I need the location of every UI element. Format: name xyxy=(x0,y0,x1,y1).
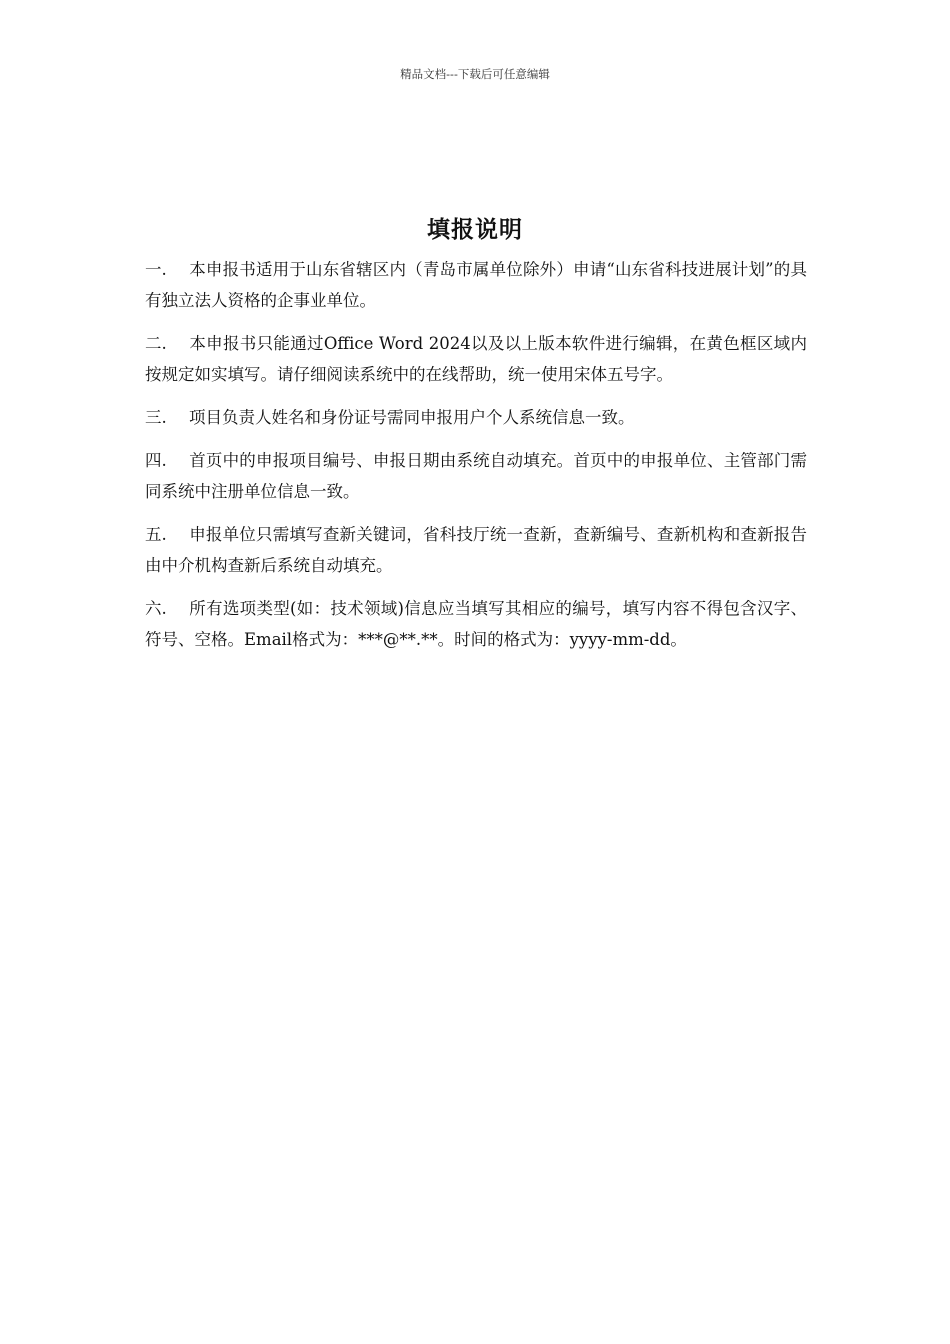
instruction-text: 申报单位只需填写查新关键词，省科技厅统一查新，查新编号、查新机构和查新报告由中介机构查新后系统自动填充。 xyxy=(145,525,807,575)
instruction-number: 四. xyxy=(145,451,167,470)
instruction-item-1 xyxy=(145,254,807,316)
instruction-item-6 xyxy=(145,593,807,655)
instruction-item-5 xyxy=(145,519,807,581)
instruction-number: 三. xyxy=(145,408,167,427)
instruction-number: 二. xyxy=(145,334,167,353)
instruction-number: 一. xyxy=(145,260,167,279)
instruction-item-4 xyxy=(145,445,807,507)
instruction-item-3 xyxy=(145,402,807,433)
instruction-number: 六. xyxy=(145,599,167,618)
document-title: 填报说明 xyxy=(427,217,523,243)
instruction-text: 本申报书适用于山东省辖区内（青岛市属单位除外）申请“山东省科技进展计划”的具有独立法人资格的企事业单位。 xyxy=(145,260,807,310)
instruction-text: 所有选项类型(如：技术领域)信息应当填写其相应的编号，填写内容不得包含汉字、符号、空格。Email格式为：***@**.**。时间的格式为：yyyy-mm-dd。 xyxy=(145,599,807,649)
instruction-text: 项目负责人姓名和身份证号需同申报用户个人系统信息一致。 xyxy=(189,408,635,427)
page-header: 精品文档---下载后可任意编辑 xyxy=(400,67,550,81)
instructions-list xyxy=(145,254,807,667)
instruction-number: 五. xyxy=(145,525,167,544)
instruction-text: 本申报书只能通过Office Word 2024以及以上版本软件进行编辑，在黄色框区域内按规定如实填写。请仔细阅读系统中的在线帮助，统一使用宋体五号字。 xyxy=(145,334,807,384)
instruction-text: 首页中的申报项目编号、申报日期由系统自动填充。首页中的申报单位、主管部门需同系统中注册单位信息一致。 xyxy=(145,451,807,501)
instruction-item-2 xyxy=(145,328,807,390)
